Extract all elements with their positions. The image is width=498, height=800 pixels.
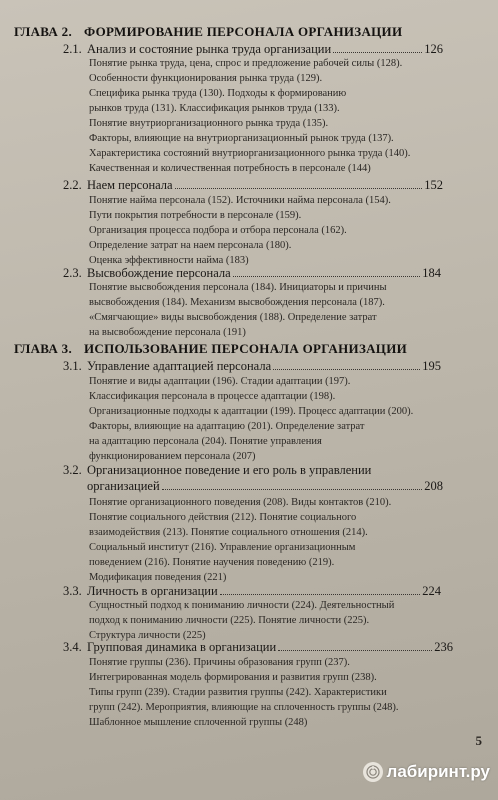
section-title: Наем персонала — [87, 178, 173, 192]
subtopic-line: Специфика рынка труда (130). Подходы к формированию — [89, 88, 347, 99]
subtopic-line: Факторы, влияющие на внутриорганизационный рынок труда (137). — [89, 133, 394, 144]
section-number: 3.3. — [63, 584, 82, 598]
leader-dots — [278, 650, 432, 651]
subtopic-line: подход к пониманию личности (225). Понятие личности (225). — [89, 615, 370, 626]
subtopic-line: «Смягчающие» виды высвобождения (188). Определение затрат — [89, 312, 377, 323]
section-title: Анализ и состояние рынка труда организации — [87, 42, 332, 56]
subtopic-line: Качественная и количественная потребность в персонале (144) — [89, 163, 371, 174]
chapter-number: ГЛАВА 3. — [14, 341, 73, 356]
toc-section-3-2-continued[interactable] — [87, 479, 443, 494]
section-page: 126 — [424, 42, 443, 56]
section-title: Организационное поведение и его роль в управлении — [87, 463, 372, 477]
toc-section-3-4[interactable] — [63, 640, 453, 655]
chapter-title: ФОРМИРОВАНИЕ ПЕРСОНАЛА ОРГАНИЗАЦИИ — [84, 24, 403, 39]
section-page: 184 — [422, 266, 441, 280]
subtopic-line: Понятие внутриорганизационного рынка труда (135). — [89, 118, 329, 129]
page-number: 5 — [475, 733, 482, 748]
toc-section-2-2[interactable] — [63, 178, 443, 193]
leader-dots — [333, 52, 422, 53]
leader-dots — [220, 594, 421, 595]
toc-section-2-1[interactable] — [63, 42, 443, 57]
section-title: Высвобождение персонала — [87, 266, 231, 280]
toc-section-2-3[interactable] — [63, 266, 441, 281]
subtopic-line: Оценка эффективности найма (183) — [89, 255, 249, 266]
watermark-text: лабиринт.ру — [386, 762, 490, 781]
subtopic-line: Организация процесса подбора и отбора персонала (162). — [89, 225, 347, 236]
chapter-3-heading — [14, 341, 407, 357]
section-page: 224 — [422, 584, 441, 598]
section-number: 2.1. — [63, 42, 82, 56]
subtopic-line: Типы групп (239). Стадии развития группы (242). Характеристики — [89, 687, 387, 698]
section-page: 152 — [424, 178, 443, 192]
subtopic-line: Организационные подходы к адаптации (199). Процесс адаптации (200). — [89, 406, 414, 417]
section-page: 195 — [422, 359, 441, 373]
section-number: 2.2. — [63, 178, 82, 192]
chapter-title: ИСПОЛЬЗОВАНИЕ ПЕРСОНАЛА ОРГАНИЗАЦИИ — [84, 341, 408, 356]
subtopic-line: Факторы, влияющие на адаптацию (201). Определение затрат — [89, 421, 365, 432]
section-page: 208 — [424, 479, 443, 493]
subtopic-line: Понятие организационного поведения (208). Виды контактов (210). — [89, 497, 392, 508]
leader-dots — [233, 276, 421, 277]
subtopic-line: на адаптацию персонала (204). Понятие управления — [89, 436, 322, 447]
subtopic-line: Характеристика состояний внутриорганизационного рынка труда (140). — [89, 148, 411, 159]
section-page: 236 — [434, 640, 453, 654]
section-title-continued: организацией — [87, 479, 160, 493]
subtopic-line: Модификация поведения (221) — [89, 572, 227, 583]
subtopic-line: Понятие и виды адаптации (196). Стадии адаптации (197). — [89, 376, 351, 387]
subtopic-line: Особенности функционирования рынка труда (129). — [89, 73, 323, 84]
subtopic-line: Определение затрат на наем персонала (180). — [89, 240, 292, 251]
subtopic-line: Структура личности (225) — [89, 630, 206, 641]
subtopic-line: на высвобождение персонала (191) — [89, 327, 246, 338]
subtopic-line: Понятие социального действия (212). Понятие социального — [89, 512, 357, 523]
subtopic-line: Классификация персонала в процессе адаптации (198). — [89, 391, 336, 402]
subtopic-line: рынков труда (131). Классификация рынков труда (133). — [89, 103, 340, 114]
leader-dots — [273, 369, 420, 370]
chapter-2-heading — [14, 24, 402, 40]
leader-dots — [162, 489, 423, 490]
subtopic-line: Социальный институт (216). Управление организационным — [89, 542, 356, 553]
labirint-logo-icon — [363, 762, 383, 782]
subtopic-line: функционированием персонала (207) — [89, 451, 256, 462]
section-number: 3.4. — [63, 640, 82, 654]
toc-section-3-3[interactable] — [63, 584, 441, 599]
section-number: 2.3. — [63, 266, 82, 280]
subtopic-line: групп (242). Мероприятия, влияющие на сплоченность группы (248). — [89, 702, 399, 713]
toc-section-3-1[interactable] — [63, 359, 441, 374]
watermark — [363, 762, 490, 782]
subtopic-line: Понятие группы (236). Причины образования групп (237). — [89, 657, 350, 668]
subtopic-line: Интегрированная модель формирования и развития групп (238). — [89, 672, 377, 683]
leader-dots — [175, 188, 423, 189]
subtopic-line: Понятие рынка труда, цена, спрос и предложение рабочей силы (128). — [89, 58, 403, 69]
subtopic-line: Понятие высвобождения персонала (184). Инициаторы и причины — [89, 282, 387, 293]
subtopic-line: высвобождения (184). Механизм высвобождения персонала (187). — [89, 297, 385, 308]
section-title: Групповая динамика в организации — [87, 640, 277, 654]
chapter-number: ГЛАВА 2. — [14, 24, 73, 39]
maze-icon — [366, 765, 380, 779]
section-number: 3.1. — [63, 359, 82, 373]
subtopic-line: Пути покрытия потребности в персонале (159). — [89, 210, 302, 221]
section-title: Личность в организации — [87, 584, 218, 598]
subtopic-line: взаимодействия (213). Понятие социального отношения (214). — [89, 527, 368, 538]
subtopic-line: Понятие найма персонала (152). Источники найма персонала (154). — [89, 195, 391, 206]
subtopic-line: поведением (216). Понятие научения поведению (219). — [89, 557, 335, 568]
section-number: 3.2. — [63, 463, 82, 477]
subtopic-line: Шаблонное мышление сплоченной группы (248) — [89, 717, 308, 728]
toc-section-3-2[interactable] — [63, 463, 371, 478]
subtopic-line: Сущностный подход к пониманию личности (224). Деятельностный — [89, 600, 395, 611]
section-title: Управление адаптацией персонала — [87, 359, 272, 373]
